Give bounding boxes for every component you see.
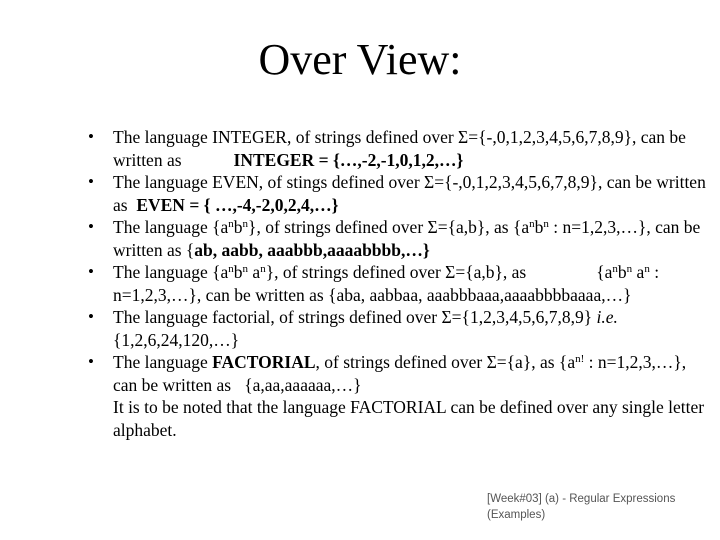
- bullet-dot: •: [88, 262, 94, 281]
- footer-line: [Week#03] (a) - Regular Expressions: [487, 493, 676, 505]
- anbnan-text: a: [248, 262, 261, 282]
- factorial-upper-text: The language: [113, 352, 208, 372]
- anbnan-text: a: [632, 262, 645, 282]
- exponent: n!: [575, 353, 585, 365]
- bullet-item-anbnan: [88, 261, 712, 306]
- bullet-item-factorial-upper: [88, 351, 712, 441]
- bullet-item-even: [88, 171, 712, 216]
- bullet-item-anbn: [88, 216, 712, 261]
- integer-text: The language INTEGER, of strings defined over Σ={-,0,1,2,3,4,5,6,7,8,9}, can be written as: [113, 127, 686, 170]
- anbnan-text: }, of strings defined over Σ={a,b}, as: [265, 262, 527, 282]
- exponent: n: [228, 263, 234, 275]
- bullet-list: [88, 126, 712, 441]
- factorial-upper-name: FACTORIAL: [212, 352, 316, 372]
- footer-note: [487, 491, 702, 523]
- bullet-dot: •: [88, 172, 94, 191]
- factorial-ie: i.e.: [596, 307, 618, 327]
- bullet-dot: •: [88, 307, 94, 326]
- anbnan-text: b: [617, 262, 627, 282]
- bullet-item-factorial: [88, 306, 712, 351]
- factorial-note: It is to be noted that the language FACTORIAL can be defined over any single letter alphabet.: [113, 397, 705, 440]
- factorial-upper-text: : n=1,2,3,…}, can be written as: [113, 352, 687, 395]
- exponent: n: [626, 263, 633, 275]
- factorial-upper-text: , of strings defined over Σ={a}, as {a: [315, 352, 576, 372]
- anbn-set: ab, aabb, aaabbb,aaaabbbb,…}: [194, 239, 430, 260]
- exponent: n: [228, 218, 234, 230]
- factorial-set: {1,2,6,24,120,…}: [113, 329, 240, 350]
- factorial-upper-set: {a,aa,aaaaaa,…}: [244, 374, 362, 395]
- integer-set: INTEGER = {…,-2,-1,0,1,2,…}: [233, 149, 464, 170]
- factorial-text: The language factorial, of strings defined over Σ={1,2,3,4,5,6,7,8,9}: [113, 307, 593, 327]
- slide-title: Over View:: [258, 35, 462, 84]
- anbn-text: }, of strings defined over Σ={a,b}, as {a: [248, 217, 530, 237]
- anbn-text: b: [233, 217, 243, 237]
- anbnan-text: The language {a: [113, 262, 229, 282]
- bullet-dot: •: [88, 352, 94, 371]
- anbn-text: The language {a: [113, 217, 229, 237]
- anbnan-text: : n=1,2,3,…}, can be written as {aba, aabbaa, aaabbbaaa,aaaabbbbaaaa,…}: [113, 262, 660, 305]
- bullet-item-integer: [88, 126, 712, 171]
- exponent: n: [612, 263, 618, 275]
- even-text: The language EVEN, of stings defined over Σ={-,0,1,2,3,4,5,6,7,8,9}, can be written as: [113, 172, 706, 215]
- exponent: n: [260, 263, 266, 275]
- footer-line: (Examples): [487, 509, 546, 521]
- bullet-dot: •: [88, 127, 94, 146]
- anbnan-text: {a: [596, 262, 613, 282]
- even-set: EVEN = { …,-4,-2,0,2,4,…}: [136, 194, 339, 215]
- anbnan-text: b: [233, 262, 243, 282]
- exponent: n: [644, 263, 650, 275]
- exponent: n: [543, 218, 549, 230]
- exponent: n: [242, 263, 249, 275]
- anbn-text: b: [534, 217, 544, 237]
- exponent: n: [529, 218, 535, 230]
- anbn-text: : n=1,2,3,…}, can be written as {: [113, 217, 701, 260]
- bullet-dot: •: [88, 217, 94, 236]
- exponent: n: [242, 218, 249, 230]
